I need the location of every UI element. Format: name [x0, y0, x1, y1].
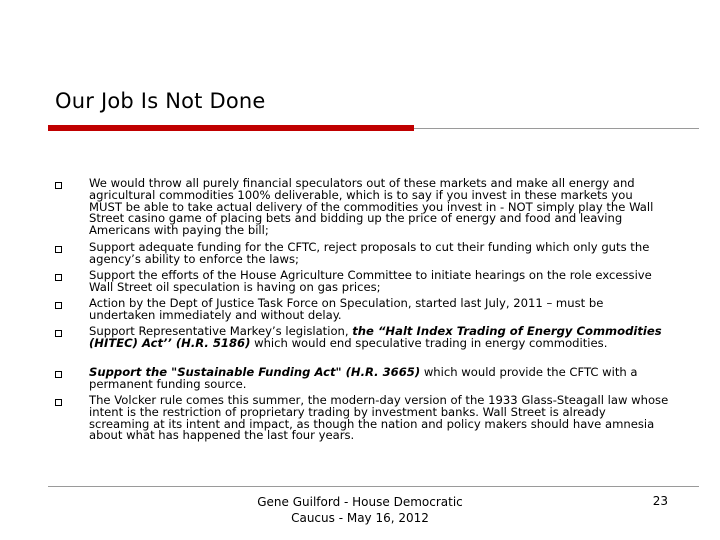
bullet-marker-icon	[55, 182, 62, 189]
footer-divider	[48, 486, 699, 487]
footer-line-2: Caucus - May 16, 2012	[291, 511, 429, 525]
bullet-marker-icon	[55, 246, 62, 253]
bullet-item-6-suffix: which would provide the CFTC with a permanent funding source.	[89, 365, 638, 391]
bullet-marker-icon	[55, 371, 62, 378]
bullet-marker-icon	[55, 274, 62, 281]
bullet-marker-icon	[55, 302, 62, 309]
bullet-item-3: Support the efforts of the House Agriculture Committee to initiate hearings on the role excessive Wall Street oil speculation is having on gas prices;	[89, 268, 652, 294]
bullet-item-5-prefix: Support Representative Markey’s legislation,	[89, 324, 353, 338]
bullet-item-7: The Volcker rule comes this summer, the modern-day version of the 1933 Glass-Steagall law whose intent is the restriction of proprietary trading by investment banks. Wall Street is already screaming at its intent and impact, as though the nation and policy makers should have amnesia about what has happened the last four years.	[89, 393, 669, 443]
bullet-item-2: Support adequate funding for the CFTC, reject proposals to cut their funding which only guts the agency’s ability to enforce the laws;	[89, 240, 650, 266]
page-number: 23	[652, 494, 668, 508]
bullet-item-5	[89, 326, 669, 350]
footer-line-1: Gene Guilford - House Democratic	[257, 495, 463, 509]
bullet-item-6-bill: Support the "Sustainable Funding Act" (H.R. 3665)	[89, 365, 421, 379]
bullet-item-6	[89, 367, 669, 391]
bullet-marker-icon	[55, 330, 62, 337]
slide-title: Our Job Is Not Done	[55, 89, 266, 113]
footer-caption	[240, 494, 480, 526]
bullet-item-1: We would throw all purely financial speculators out of these markets and make all energy and agricultural commodities 100% deliverable, which is to say if you invest in these markets you MUST be able to take actual delivery of the commodities you invest in - NOT simply play the Wall Street casino game of placing bets and bidding up the price of energy and food and leaving Americans with paying the bill;	[89, 176, 654, 238]
bullet-item-4: Action by the Dept of Justice Task Force on Speculation, started last July, 2011 – must be undertaken immediately and without delay.	[89, 296, 604, 322]
bullet-item-5-bill: the “Halt Index Trading of Energy Commodities (HITEC) Act’’ (H.R. 5186)	[89, 324, 662, 350]
bullet-item-5-suffix: which would end speculative trading in energy commodities.	[250, 335, 608, 350]
bullet-marker-icon	[55, 399, 62, 406]
